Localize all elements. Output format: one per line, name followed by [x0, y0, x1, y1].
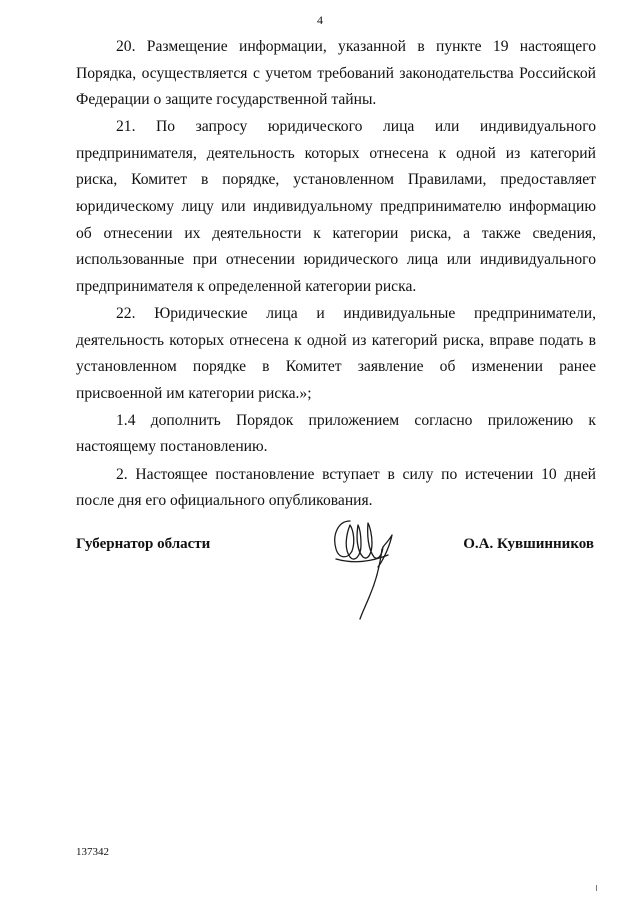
handwritten-signature: [330, 515, 400, 625]
document-code: 137342: [76, 846, 109, 858]
signatory-title: Губернатор области: [76, 536, 211, 552]
signatory-name: О.А. Кувшинников: [463, 536, 594, 552]
paragraph-1-4: 1.4 дополнить Порядок приложением согласно приложению к настоящему постановлению.: [76, 411, 596, 456]
document-body: [76, 34, 596, 515]
paragraph-22: 22. Юридические лица и индивидуальные предприниматели, деятельность которых отнесена к одной из категорий риска, вправе подать в установленном порядке в Комитет заявление об изменении ранее присвоенной им категории риска.»;: [76, 304, 596, 402]
paragraph-20: 20. Размещение информации, указанной в пункте 19 настоящего Порядка, осуществляется с учетом требований законодательства Российской Федерации о защите государственной тайны.: [76, 38, 596, 109]
page-number: 4: [317, 13, 323, 27]
scan-edge-mark: [596, 885, 597, 891]
paragraph-21: 21. По запросу юридического лица или индивидуального предпринимателя, деятельность которых отнесена к одной из категорий риска, Комитет в порядке, установленном Правилами, предоставляет юридическому лицу или индивидуальному предпринимателю информацию об отнесении их деятельности к категории риска, а также сведения, использованные при отнесении юридического лица или индивидуального предпринимателя к определенной категории риска.: [76, 118, 596, 295]
paragraph-effective-date: 2. Настоящее постановление вступает в силу по истечении 10 дней после дня его официального опубликования.: [76, 465, 596, 510]
